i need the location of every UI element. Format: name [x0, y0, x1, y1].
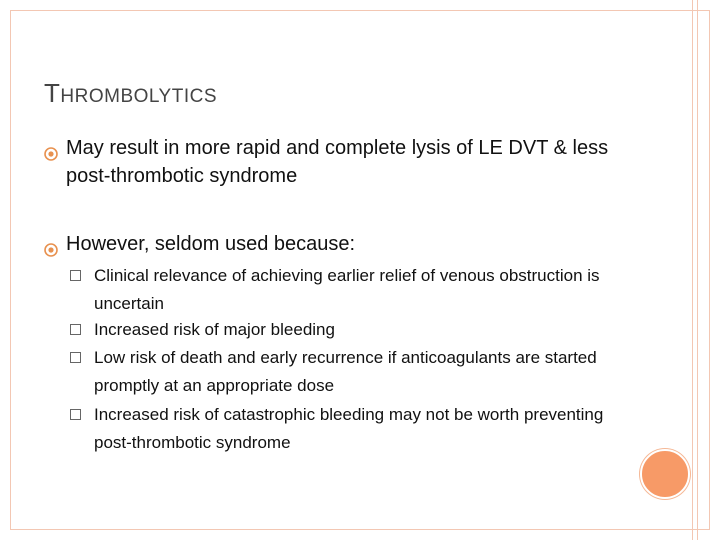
- sub-bullet-item: [70, 262, 630, 318]
- sub-bullet-text: Increased risk of major bleeding: [94, 320, 335, 339]
- square-bullet-icon: [70, 270, 81, 281]
- orange-circle-icon: [640, 449, 690, 499]
- sub-bullet-text: Clinical relevance of achieving earlier relief of venous obstruction is uncertain: [94, 266, 600, 313]
- bullet-item: [44, 230, 634, 258]
- bullet-item: [44, 134, 634, 190]
- square-bullet-icon: [70, 352, 81, 363]
- sub-bullet-item: [70, 316, 630, 344]
- sub-bullet-item: [70, 344, 630, 400]
- title-initial: T: [44, 78, 61, 108]
- sub-bullet-item: [70, 401, 630, 457]
- right-rule: [692, 0, 693, 540]
- square-bullet-icon: [70, 409, 81, 420]
- bullet-text: May result in more rapid and complete lysis of LE DVT & less post-thrombotic syndrome: [66, 137, 609, 187]
- star-bullet-icon: [44, 141, 58, 155]
- title-rest: HROMBOLYTICS: [60, 86, 217, 107]
- slide-title: [44, 78, 217, 109]
- star-bullet-icon: [44, 237, 58, 251]
- bullet-text: However, seldom used because:: [66, 233, 356, 255]
- sub-bullet-text: Low risk of death and early recurrence if anticoagulants are started promptly at an appropriate dose: [94, 348, 597, 395]
- square-bullet-icon: [70, 324, 81, 335]
- sub-bullet-text: Increased risk of catastrophic bleeding may not be worth preventing post-thrombotic syndrome: [94, 405, 604, 452]
- right-rule-secondary: [697, 0, 698, 540]
